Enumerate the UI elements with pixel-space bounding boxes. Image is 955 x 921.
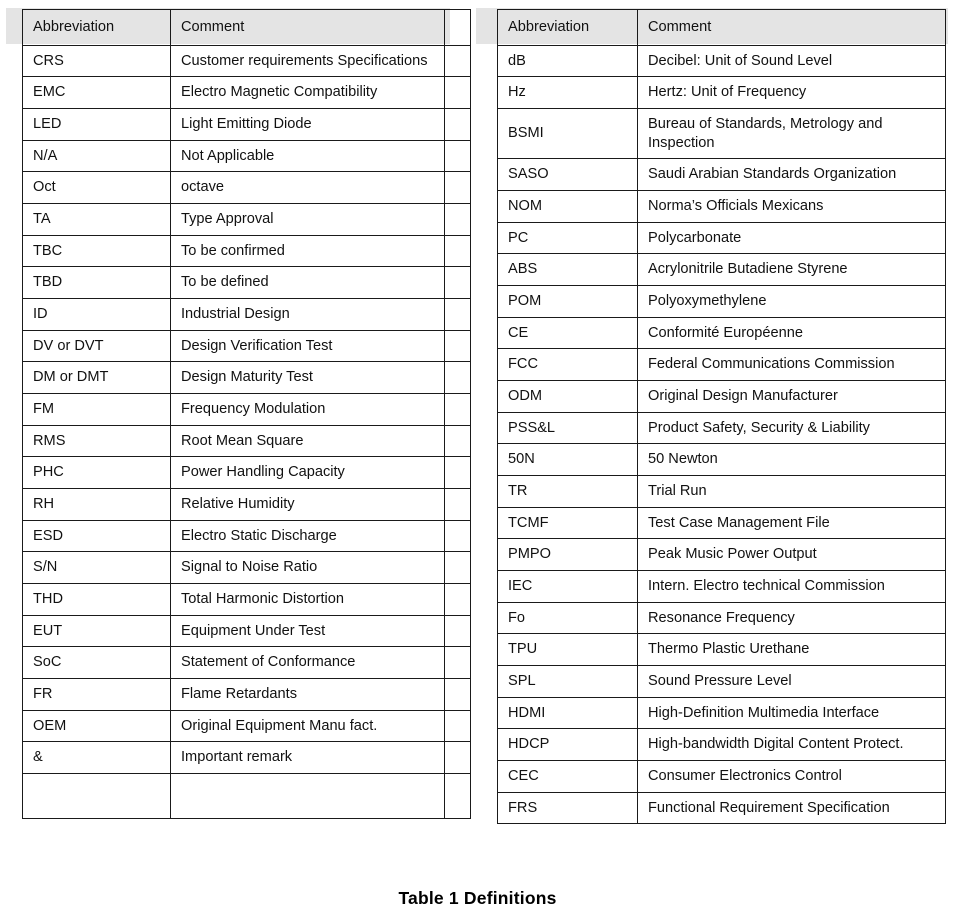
cell-comment: Electro Magnetic Compatibility — [171, 77, 445, 109]
cell-abbreviation: Oct — [23, 172, 171, 204]
cell-comment: Trial Run — [638, 476, 946, 508]
right-definitions-table — [497, 9, 946, 824]
table-row — [23, 679, 471, 711]
cell-abbreviation: FRS — [498, 792, 638, 824]
cell-tail — [445, 489, 471, 521]
cell-abbreviation: S/N — [23, 552, 171, 584]
cell-tail — [445, 45, 471, 77]
cell-comment: Saudi Arabian Standards Organization — [638, 159, 946, 191]
cell-abbreviation: EMC — [23, 77, 171, 109]
cell-tail — [445, 204, 471, 236]
cell-comment: Peak Music Power Output — [638, 539, 946, 571]
cell-comment: Electro Static Discharge — [171, 520, 445, 552]
right-table-body — [498, 45, 946, 824]
cell-abbreviation: PMPO — [498, 539, 638, 571]
cell-comment: Design Maturity Test — [171, 362, 445, 394]
table-row — [498, 109, 946, 159]
cell-abbreviation: SASO — [498, 159, 638, 191]
cell-tail — [445, 425, 471, 457]
cell-tail — [445, 615, 471, 647]
table-row — [23, 457, 471, 489]
cell-comment: Product Safety, Security & Liability — [638, 412, 946, 444]
cell-comment: Consumer Electronics Control — [638, 761, 946, 793]
cell-tail — [445, 584, 471, 616]
cell-tail — [445, 172, 471, 204]
table-row — [23, 710, 471, 742]
cell-abbreviation: EUT — [23, 615, 171, 647]
table-row — [498, 412, 946, 444]
cell-tail — [445, 299, 471, 331]
cell-comment: Intern. Electro technical Commission — [638, 571, 946, 603]
left-header-tail-cell — [445, 10, 471, 46]
cell-abbreviation: N/A — [23, 140, 171, 172]
cell-comment: Design Verification Test — [171, 330, 445, 362]
table-row — [23, 45, 471, 77]
cell-comment: Thermo Plastic Urethane — [638, 634, 946, 666]
cell-tail — [445, 457, 471, 489]
cell-tail — [445, 647, 471, 679]
table-row — [23, 489, 471, 521]
cell-comment: Federal Communications Commission — [638, 349, 946, 381]
table-row — [23, 552, 471, 584]
table-row — [498, 571, 946, 603]
cell-comment: Light Emitting Diode — [171, 109, 445, 141]
cell-comment: Industrial Design — [171, 299, 445, 331]
cell-abbreviation: CE — [498, 317, 638, 349]
cell-comment: Norma’s Officials Mexicans — [638, 191, 946, 223]
left-header-abbreviation: Abbreviation — [23, 10, 171, 46]
cell-abbreviation: THD — [23, 584, 171, 616]
table-row — [23, 140, 471, 172]
cell-abbreviation: RH — [23, 489, 171, 521]
cell-tail — [445, 774, 471, 819]
cell-abbreviation: TR — [498, 476, 638, 508]
cell-comment — [171, 774, 445, 819]
table-row — [498, 381, 946, 413]
cell-comment: 50 Newton — [638, 444, 946, 476]
cell-abbreviation: SoC — [23, 647, 171, 679]
table-row — [498, 729, 946, 761]
table-row — [498, 507, 946, 539]
cell-abbreviation: RMS — [23, 425, 171, 457]
cell-tail — [445, 77, 471, 109]
table-row — [23, 109, 471, 141]
cell-comment: Decibel: Unit of Sound Level — [638, 45, 946, 77]
left-header-row — [23, 10, 471, 46]
table-row — [23, 362, 471, 394]
cell-comment: Type Approval — [171, 204, 445, 236]
cell-tail — [445, 520, 471, 552]
cell-comment: Polycarbonate — [638, 222, 946, 254]
cell-abbreviation: PC — [498, 222, 638, 254]
left-table-body — [23, 45, 471, 818]
cell-abbreviation: CRS — [23, 45, 171, 77]
cell-abbreviation: TA — [23, 204, 171, 236]
cell-abbreviation: HDCP — [498, 729, 638, 761]
cell-comment: To be confirmed — [171, 235, 445, 267]
cell-comment: Relative Humidity — [171, 489, 445, 521]
cell-comment: Power Handling Capacity — [171, 457, 445, 489]
table-row — [23, 235, 471, 267]
table-row — [23, 77, 471, 109]
cell-tail — [445, 267, 471, 299]
cell-abbreviation: dB — [498, 45, 638, 77]
table-row — [23, 742, 471, 774]
cell-abbreviation: DM or DMT — [23, 362, 171, 394]
cell-comment: Not Applicable — [171, 140, 445, 172]
cell-comment: To be defined — [171, 267, 445, 299]
table-row — [498, 602, 946, 634]
cell-comment: Acrylonitrile Butadiene Styrene — [638, 254, 946, 286]
cell-comment: Original Equipment Manu fact. — [171, 710, 445, 742]
cell-comment: High-bandwidth Digital Content Protect. — [638, 729, 946, 761]
table-row — [498, 191, 946, 223]
cell-abbreviation: SPL — [498, 666, 638, 698]
cell-tail — [445, 394, 471, 426]
cell-comment: Signal to Noise Ratio — [171, 552, 445, 584]
cell-comment: Resonance Frequency — [638, 602, 946, 634]
cell-abbreviation: IEC — [498, 571, 638, 603]
cell-abbreviation: LED — [23, 109, 171, 141]
table-row — [23, 615, 471, 647]
cell-abbreviation: DV or DVT — [23, 330, 171, 362]
table-row — [23, 299, 471, 331]
cell-abbreviation: PSS&L — [498, 412, 638, 444]
cell-abbreviation: ID — [23, 299, 171, 331]
cell-abbreviation: ODM — [498, 381, 638, 413]
table-row — [498, 286, 946, 318]
cell-abbreviation: TBC — [23, 235, 171, 267]
left-definitions-table — [22, 9, 471, 819]
table-row — [498, 539, 946, 571]
table-row — [23, 172, 471, 204]
cell-comment: Root Mean Square — [171, 425, 445, 457]
cell-abbreviation: TPU — [498, 634, 638, 666]
cell-tail — [445, 140, 471, 172]
table-row — [498, 349, 946, 381]
table-row — [23, 520, 471, 552]
cell-comment: Functional Requirement Specification — [638, 792, 946, 824]
right-table-head — [498, 10, 946, 46]
cell-comment: Important remark — [171, 742, 445, 774]
cell-comment: Statement of Conformance — [171, 647, 445, 679]
cell-tail — [445, 235, 471, 267]
table-row — [23, 774, 471, 819]
cell-comment: Total Harmonic Distortion — [171, 584, 445, 616]
left-header-comment: Comment — [171, 10, 445, 46]
table-row — [498, 761, 946, 793]
cell-abbreviation: ESD — [23, 520, 171, 552]
cell-comment: Customer requirements Specifications — [171, 45, 445, 77]
cell-abbreviation: OEM — [23, 710, 171, 742]
cell-abbreviation: BSMI — [498, 109, 638, 159]
cell-comment: Sound Pressure Level — [638, 666, 946, 698]
table-row — [23, 267, 471, 299]
table-row — [498, 697, 946, 729]
cell-comment: Original Design Manufacturer — [638, 381, 946, 413]
cell-abbreviation: FR — [23, 679, 171, 711]
cell-tail — [445, 552, 471, 584]
left-table-head — [23, 10, 471, 46]
cell-abbreviation: Fo — [498, 602, 638, 634]
right-header-abbreviation: Abbreviation — [498, 10, 638, 46]
table-row — [498, 222, 946, 254]
cell-abbreviation: CEC — [498, 761, 638, 793]
table-row — [23, 425, 471, 457]
cell-abbreviation: HDMI — [498, 697, 638, 729]
cell-abbreviation: TCMF — [498, 507, 638, 539]
cell-tail — [445, 710, 471, 742]
table-row — [23, 584, 471, 616]
table-row — [498, 444, 946, 476]
cell-abbreviation: POM — [498, 286, 638, 318]
cell-comment: Equipment Under Test — [171, 615, 445, 647]
cell-tail — [445, 362, 471, 394]
cell-abbreviation: Hz — [498, 77, 638, 109]
cell-tail — [445, 742, 471, 774]
cell-tail — [445, 330, 471, 362]
cell-comment: Test Case Management File — [638, 507, 946, 539]
table-row — [23, 204, 471, 236]
cell-abbreviation: & — [23, 742, 171, 774]
table-row — [23, 330, 471, 362]
cell-abbreviation: ABS — [498, 254, 638, 286]
table-row — [498, 254, 946, 286]
table-row — [23, 394, 471, 426]
table-row — [498, 792, 946, 824]
table-row — [498, 666, 946, 698]
table-row — [498, 634, 946, 666]
cell-comment: octave — [171, 172, 445, 204]
cell-tail — [445, 109, 471, 141]
table-caption: Table 1 Definitions — [398, 888, 557, 908]
cell-abbreviation: PHC — [23, 457, 171, 489]
cell-comment: Flame Retardants — [171, 679, 445, 711]
cell-comment: Frequency Modulation — [171, 394, 445, 426]
cell-comment: Bureau of Standards, Metrology and Inspection — [638, 109, 946, 159]
table-row — [498, 45, 946, 77]
cell-comment: Polyoxymethylene — [638, 286, 946, 318]
definitions-tables — [22, 9, 944, 824]
right-header-comment: Comment — [638, 10, 946, 46]
cell-comment: High-Definition Multimedia Interface — [638, 697, 946, 729]
table-row — [498, 159, 946, 191]
cell-tail — [445, 679, 471, 711]
table-row — [498, 317, 946, 349]
cell-abbreviation: NOM — [498, 191, 638, 223]
cell-abbreviation — [23, 774, 171, 819]
cell-comment: Hertz: Unit of Frequency — [638, 77, 946, 109]
cell-abbreviation: 50N — [498, 444, 638, 476]
table-row — [498, 476, 946, 508]
right-header-row — [498, 10, 946, 46]
table-row — [498, 77, 946, 109]
cell-comment: Conformité Européenne — [638, 317, 946, 349]
cell-abbreviation: TBD — [23, 267, 171, 299]
table-row — [23, 647, 471, 679]
cell-abbreviation: FCC — [498, 349, 638, 381]
cell-abbreviation: FM — [23, 394, 171, 426]
